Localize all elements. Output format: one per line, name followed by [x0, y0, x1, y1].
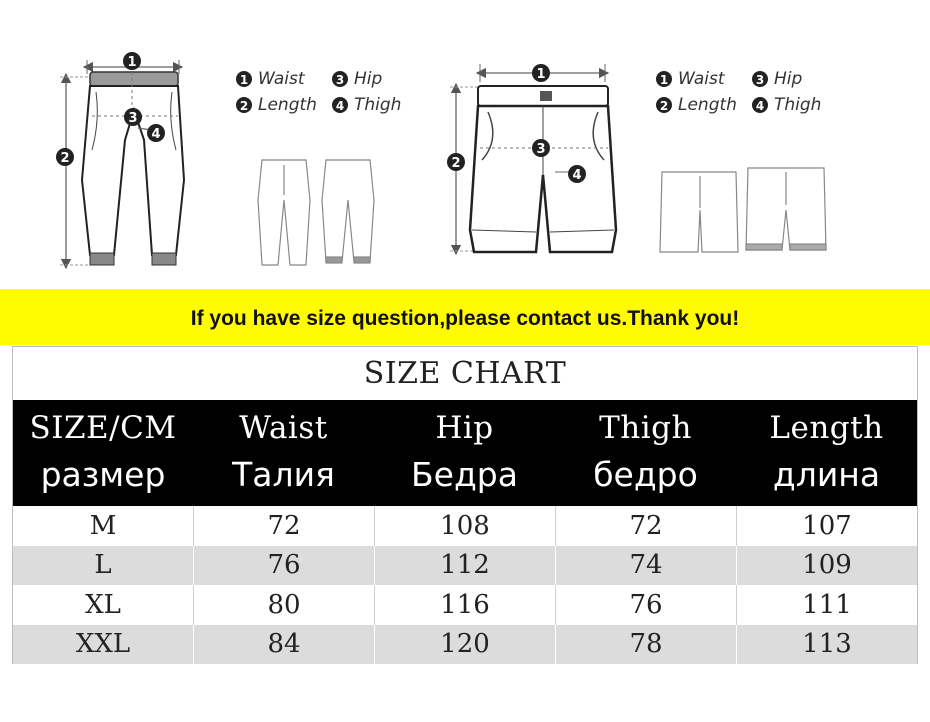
legend-waist: Waist: [678, 69, 725, 89]
cell-hip: 112: [374, 546, 555, 586]
cell-waist: 84: [193, 625, 374, 665]
svg-text:4: 4: [335, 99, 345, 113]
header-hip: [374, 400, 555, 506]
legend-length: Length: [258, 95, 317, 115]
pants-marker-1: 1: [127, 55, 137, 70]
legend-thigh: Thigh: [774, 95, 822, 115]
pants-diagram: [56, 52, 184, 265]
svg-text:3: 3: [755, 73, 765, 87]
shorts-thumbnails: [660, 168, 826, 252]
header-thigh: [555, 400, 736, 506]
table-row: [13, 546, 917, 586]
table-header: [13, 400, 917, 506]
legend-thigh: Thigh: [354, 95, 402, 115]
legend-length: Length: [678, 95, 737, 115]
pants-marker-2: 2: [60, 151, 70, 166]
size-chart-title: SIZE CHART: [363, 356, 567, 391]
header-length: [736, 400, 917, 506]
svg-text:1: 1: [239, 73, 249, 87]
contact-banner: [0, 289, 930, 345]
shorts-marker-3: 3: [536, 142, 546, 157]
header-size-en: SIZE/CM: [29, 410, 177, 446]
shorts-diagram: [447, 64, 616, 252]
size-chart-table: [12, 346, 918, 664]
cell-thigh: 72: [555, 506, 736, 546]
pants-thumbnails: [258, 160, 374, 265]
table-row: [13, 625, 917, 665]
cell-thigh: 76: [555, 585, 736, 625]
cell-hip: 120: [374, 625, 555, 665]
cell-thigh: 74: [555, 546, 736, 586]
cell-length: 113: [736, 625, 917, 665]
svg-text:1: 1: [659, 73, 669, 87]
cell-length: 111: [736, 585, 917, 625]
shorts-marker-1: 1: [536, 67, 546, 82]
header-waist-en: Waist: [239, 410, 328, 446]
header-waist-ru: Талия: [232, 455, 335, 494]
table-row: [13, 585, 917, 625]
shorts-marker-2: 2: [451, 156, 461, 171]
cell-hip: 108: [374, 506, 555, 546]
svg-text:3: 3: [335, 73, 345, 87]
shorts-marker-4: 4: [572, 168, 582, 183]
cell-thigh: 78: [555, 625, 736, 665]
cell-waist: 72: [193, 506, 374, 546]
pants-marker-3: 3: [128, 111, 138, 126]
measurement-illustrations: [0, 0, 930, 285]
header-thigh-ru: бедро: [593, 455, 698, 494]
header-length-ru: длина: [772, 455, 881, 494]
table-row: [13, 506, 917, 546]
cell-size: L: [94, 550, 112, 581]
cell-hip: 116: [374, 585, 555, 625]
illustration-canvas: [0, 0, 930, 285]
header-thigh-en: Thigh: [599, 410, 692, 446]
svg-text:2: 2: [659, 99, 669, 113]
legend-waist: Waist: [258, 69, 305, 89]
cell-length: 107: [736, 506, 917, 546]
header-length-en: Length: [769, 410, 884, 446]
cell-waist: 76: [193, 546, 374, 586]
cell-length: 109: [736, 546, 917, 586]
cell-waist: 80: [193, 585, 374, 625]
header-hip-ru: Бедра: [411, 455, 518, 494]
pants-legend: [236, 69, 401, 115]
header-hip-en: Hip: [435, 410, 494, 446]
pants-marker-4: 4: [151, 127, 161, 142]
header-size: [13, 400, 193, 506]
svg-text:2: 2: [239, 99, 249, 113]
legend-hip: Hip: [354, 69, 383, 89]
cell-size: XXL: [75, 629, 131, 660]
cell-size: M: [89, 510, 117, 541]
svg-text:4: 4: [755, 99, 765, 113]
header-size-ru: размер: [40, 455, 166, 494]
cell-size: XL: [85, 589, 121, 620]
legend-hip: Hip: [774, 69, 803, 89]
shorts-legend: [656, 69, 821, 115]
contact-message: If you have size question,please contact us.Thank you!: [190, 307, 740, 330]
header-waist: [193, 400, 374, 506]
